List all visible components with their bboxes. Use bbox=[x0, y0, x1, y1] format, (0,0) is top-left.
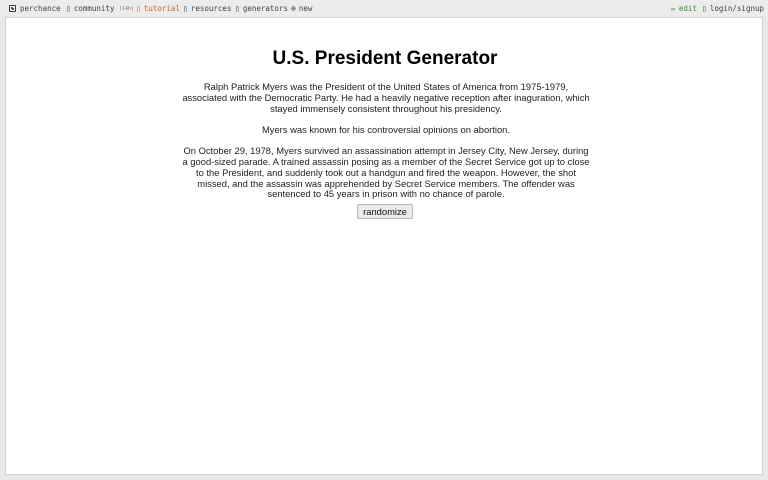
community-link[interactable] bbox=[66, 4, 134, 14]
top-nav-bar bbox=[0, 0, 768, 16]
resources-icon: ▯ bbox=[183, 4, 188, 13]
login-label: login/signup bbox=[709, 4, 765, 13]
plus-circle-icon: ⊕ bbox=[291, 4, 296, 13]
generators-icon: ▯ bbox=[235, 4, 240, 13]
pencil-icon: ✏ bbox=[671, 4, 676, 13]
output-paragraph: Myers was known for his controversial opinions on abortion. bbox=[261, 123, 511, 135]
generators-label: generators bbox=[242, 4, 288, 13]
chat-icon: ▯ bbox=[66, 4, 71, 13]
output-paragraph: Ralph Patrick Myers was the President of the United States of America from 1975-1979, associated with the Democratic Party. He had a heavily negative reception after inaguration, which stayed immensely consistent throughout his presidency. bbox=[182, 81, 590, 114]
generated-output bbox=[181, 82, 591, 211]
home-link[interactable] bbox=[9, 4, 61, 13]
community-label: community bbox=[73, 4, 115, 13]
edit-link[interactable] bbox=[671, 4, 697, 13]
new-link[interactable] bbox=[291, 4, 312, 13]
community-count: (14h) bbox=[118, 6, 135, 12]
edit-label: edit bbox=[678, 4, 697, 13]
output-paragraph: On October 29, 1978, Myers survived an assassination attempt in Jersey City, New Jersey, during a good-sized parade. A trained assassin posing as a member of the Secret Service got up to close to the President, and suddenly took out a handgun and fired the weapon. However, the shot missed, and the assassin was apprehended by Secret Service members. The offender was sentenced to 45 years in prison with no chance of parole. bbox=[182, 145, 590, 200]
randomize-button[interactable]: randomize bbox=[357, 204, 413, 219]
tutorial-link[interactable] bbox=[136, 4, 180, 13]
login-link[interactable] bbox=[702, 4, 764, 13]
resources-label: resources bbox=[190, 4, 232, 13]
new-label: new bbox=[298, 4, 313, 13]
resources-link[interactable] bbox=[183, 4, 231, 13]
page-title: U.S. President Generator bbox=[272, 48, 498, 69]
generator-output-panel bbox=[5, 17, 763, 475]
generators-link[interactable] bbox=[235, 4, 288, 13]
brand-label: perchance bbox=[20, 4, 61, 13]
user-icon: ▯ bbox=[702, 4, 707, 13]
book-icon: ▯ bbox=[136, 4, 141, 13]
tutorial-label: tutorial bbox=[143, 4, 180, 13]
dice-icon bbox=[9, 5, 16, 12]
